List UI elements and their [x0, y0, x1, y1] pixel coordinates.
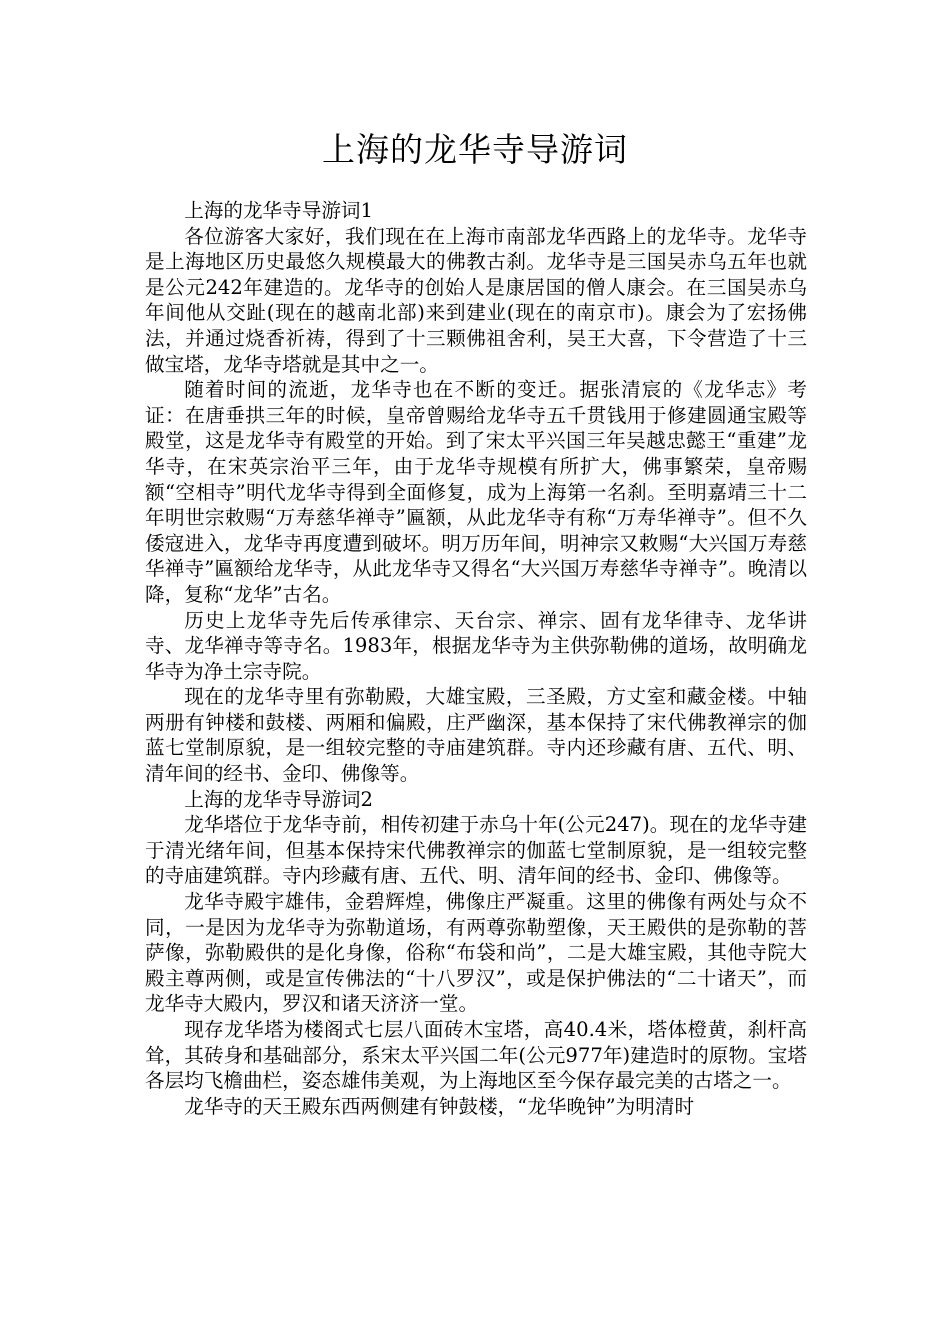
paragraph: 现存龙华塔为楼阁式七层八面砖木宝塔，高40.4米，塔体橙黄，刹杆高耸，其砖身和基础部分，系宋太平兴国二年(公元977年)建造时的原物。宝塔各层均飞檐曲栏，姿态雄伟美观，为上海地区至今保存最完美的古塔之一。: [145, 1018, 807, 1093]
document-body: [145, 198, 807, 1119]
paragraph: 龙华寺的天王殿东西两侧建有钟鼓楼，“龙华晚钟”为明清时: [184, 1094, 695, 1118]
paragraph: 随着时间的流逝，龙华寺也在不断的变迁。据张清宸的《龙华志》考证：在唐垂拱三年的时候，皇帝曾赐给龙华寺五千贯钱用于修建圆通宝殿等殿堂，这是龙华寺有殿堂的开始。到了宋太平兴国三年吴越忠懿王“重建”龙华寺，在宋英宗治平三年，由于龙华寺规模有所扩大，佛事繁荣，皇帝赐额“空相寺”明代龙华寺得到全面修复，成为上海第一名刹。至明嘉靖三十二年明世宗敕赐“万寿慈华禅寺”匾额，从此龙华寺有称“万寿华禅寺”。但不久倭寇进入，龙华寺再度遭到破坏。明万历年间，明神宗又敕赐“大兴国万寿慈华禅寺”匾额给龙华寺，从此龙华寺又得名“大兴国万寿慈华寺禅寺”。晚清以降，复称“龙华”古名。: [145, 378, 807, 606]
section-heading-2: 上海的龙华寺导游词2: [184, 787, 373, 811]
paragraph: 现在的龙华寺里有弥勒殿，大雄宝殿，三圣殿，方丈室和藏金楼。中轴两册有钟楼和鼓楼、两厢和偏殿，庄严幽深，基本保持了宋代佛教禅宗的伽蓝七堂制原貌，是一组较完整的寺庙建筑群。寺内还珍藏有唐、五代、明、清年间的经书、金印、佛像等。: [145, 685, 807, 786]
paragraph: 龙华塔位于龙华寺前，相传初建于赤乌十年(公元247)。现在的龙华寺建于清光绪年间，但基本保持宋代佛教禅宗的伽蓝七堂制原貌，是一组较完整的寺庙建筑群。寺内珍藏有唐、五代、明、清年间的经书、金印、佛像等。: [145, 813, 807, 888]
document-title: 上海的龙华寺导游词: [322, 130, 628, 169]
paragraph: 龙华寺殿宇雄伟，金碧辉煌，佛像庄严凝重。这里的佛像有两处与众不同，一是因为龙华寺为弥勒道场，有两尊弥勒塑像，天王殿供的是弥勒的菩萨像，弥勒殿供的是化身像，俗称“布袋和尚”，二是大雄宝殿，其他寺院大殿主尊两侧，或是宣传佛法的“十八罗汉”，或是保护佛法的“二十诸天”，而龙华寺大殿内，罗汉和诸天济济一堂。: [145, 890, 807, 1016]
paragraph: 历史上龙华寺先后传承律宗、天台宗、禅宗、固有龙华律寺、龙华讲寺、龙华禅寺等寺名。1983年，根据龙华寺为主供弥勒佛的道场，故明确龙华寺为净土宗寺院。: [145, 608, 807, 683]
section-heading-1: 上海的龙华寺导游词1: [184, 199, 373, 222]
paragraph: 各位游客大家好，我们现在在上海市南部龙华西路上的龙华寺。龙华寺是上海地区历史最悠久规模最大的佛教古刹。龙华寺是三国吴赤乌五年也就是公元242年建造的。龙华寺的创始人是康居国的僧人康会。在三国吴赤乌年间他从交趾(现在的越南北部)来到建业(现在的南京市)。康会为了宏扬佛法，并通过烧香祈祷，得到了十三颗佛祖舍利，吴王大喜，下令营造了十三做宝塔，龙华寺塔就是其中之一。: [145, 224, 807, 376]
